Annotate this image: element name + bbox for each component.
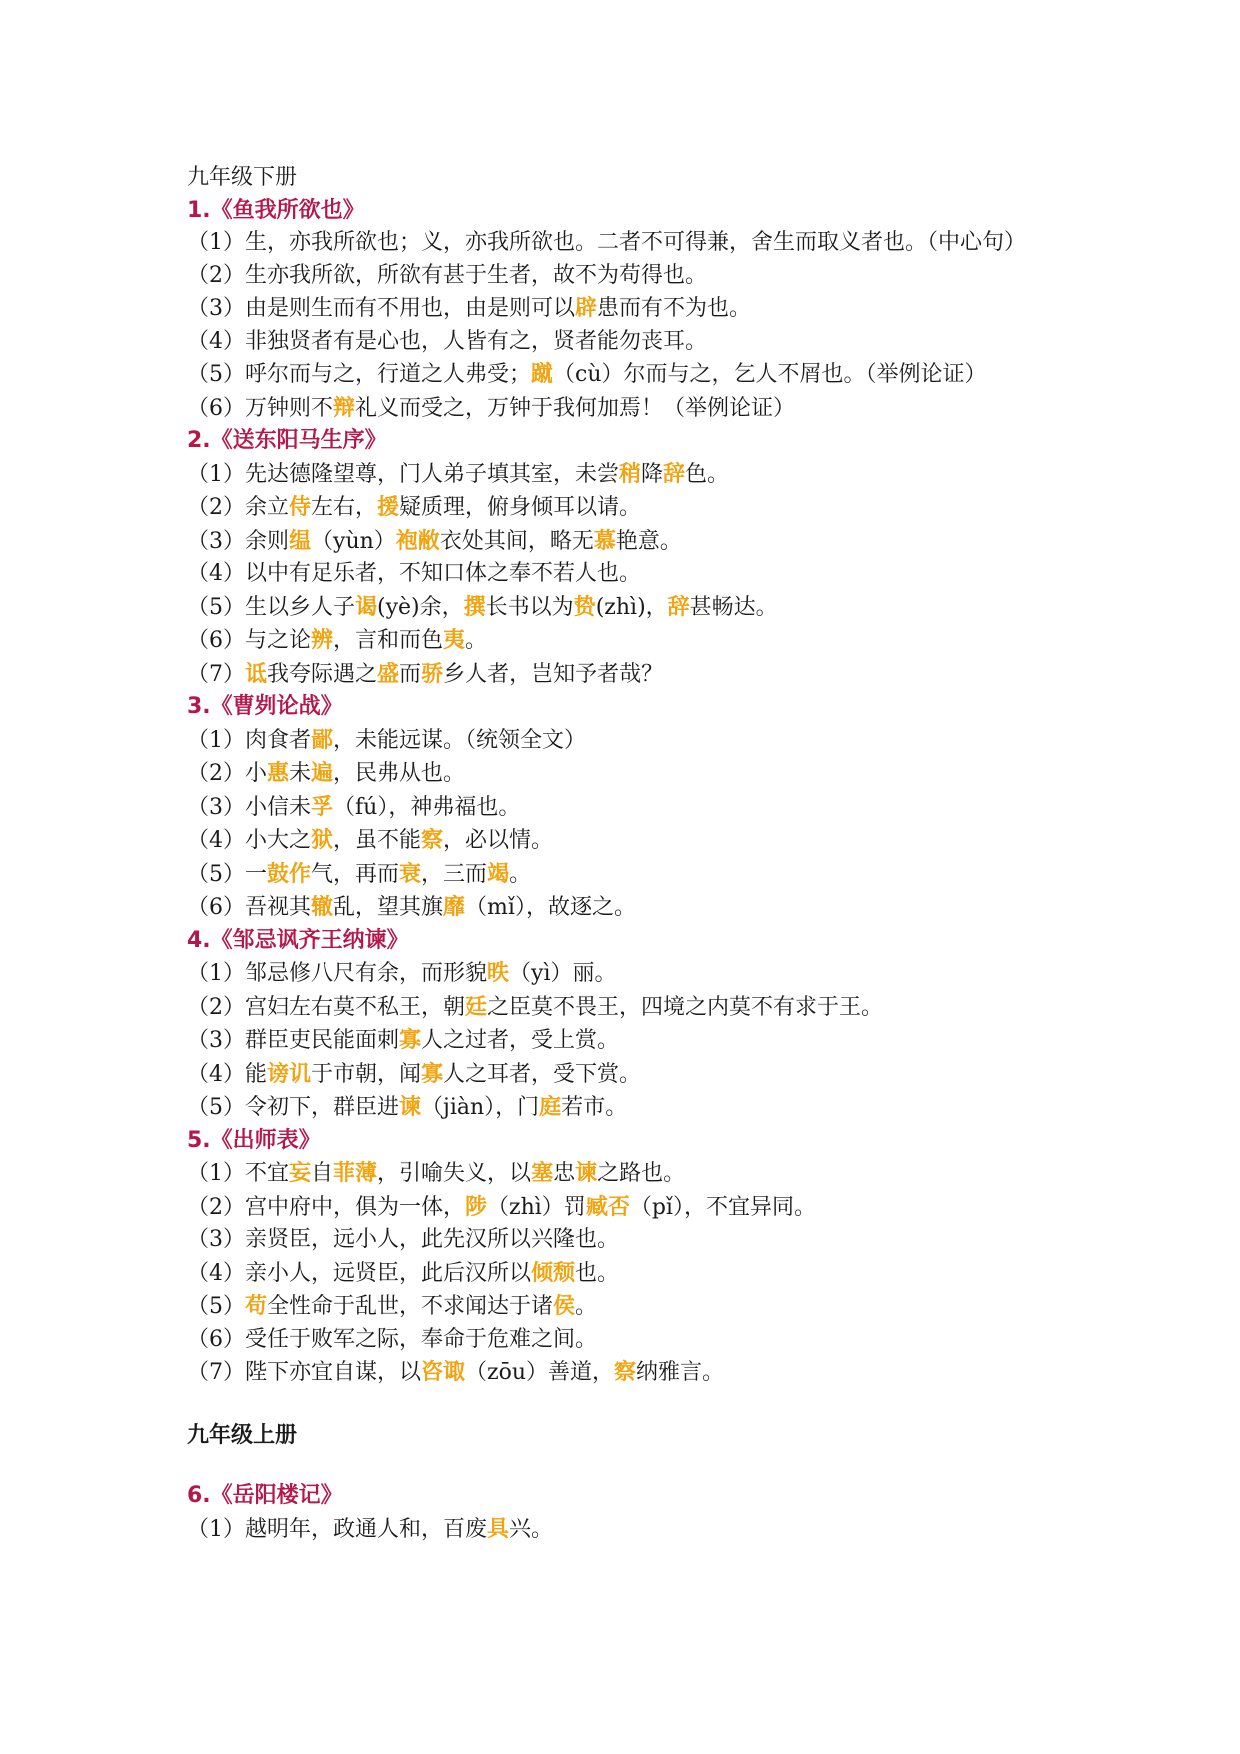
- highlighted-word: 辨: [311, 627, 334, 653]
- text-line: [187, 957, 1057, 991]
- highlighted-word: 稍: [619, 460, 642, 487]
- highlighted-word: 妄: [289, 1160, 312, 1186]
- section-title: 4.《邹忌讽齐王纳谏》: [187, 927, 409, 953]
- upper-sections: [187, 1480, 1057, 1546]
- grade-heading-upper: 九年级上册: [187, 1422, 298, 1448]
- text-line: [187, 858, 1057, 892]
- text-segment: 乱，望其旗: [333, 895, 444, 920]
- section-gap: [187, 1390, 1057, 1420]
- section-title: 2.《送东阳马生序》: [187, 428, 387, 453]
- text-segment: （3）由是则生而有不用也，由是则可以: [187, 296, 575, 321]
- highlighted-word: 辞: [663, 460, 686, 487]
- text-segment: 乡人者，岂知予者哉？: [443, 661, 664, 687]
- highlighted-word: 缊: [289, 527, 312, 554]
- text-segment: 忠: [553, 1161, 576, 1186]
- highlighted-word: 察: [421, 827, 444, 853]
- text-segment: 。: [575, 1294, 598, 1319]
- text-segment: (zhì)，: [595, 594, 668, 620]
- highlighted-word: 夷: [443, 627, 466, 653]
- highlighted-word: 具: [487, 1515, 510, 1542]
- text-segment: 艳意。: [615, 528, 682, 554]
- lower-sections: [187, 195, 1057, 1390]
- text-segment: （1）邹忌修八尺有余，而形貌: [187, 961, 487, 986]
- text-line: [187, 1224, 1057, 1257]
- text-segment: （5）一: [187, 861, 267, 887]
- highlighted-word: 鼓作: [267, 860, 312, 887]
- highlighted-word: 衰: [399, 860, 422, 887]
- text-line: [187, 591, 1057, 625]
- text-segment: （1）生，亦我所欲也；义，亦我所欲也。二者不可得兼，舍生而取义者也。（中心句）: [187, 230, 1026, 255]
- text-segment: （4）以中有足乐者，不知口体之奉不若人也。: [187, 561, 641, 586]
- highlighted-word: 骄: [421, 660, 444, 687]
- highlighted-word: 谏: [399, 1094, 422, 1120]
- text-line: [187, 824, 1057, 858]
- text-segment: ，三而: [421, 861, 488, 887]
- text-line: [187, 757, 1057, 791]
- text-segment: （3）余则: [187, 528, 289, 554]
- text-line: [187, 1058, 1057, 1092]
- text-segment: （zhì）罚: [487, 1194, 586, 1220]
- text-segment: （fú），神弗福也。: [333, 794, 521, 820]
- text-segment: （yì）丽。: [509, 961, 617, 986]
- text-segment: ，未能远谋。（统领全文）: [333, 727, 587, 753]
- highlighted-word: 咨诹: [421, 1359, 466, 1385]
- text-segment: 人之过者，受上赏。: [421, 1028, 620, 1053]
- highlighted-word: 察: [614, 1359, 637, 1385]
- highlighted-word: 蹴: [531, 361, 554, 387]
- highlighted-word: 狱: [311, 827, 334, 853]
- text-segment: （7）: [187, 661, 245, 687]
- text-line: [187, 1356, 1057, 1390]
- text-line: [187, 227, 1057, 260]
- section-title: 6.《岳阳楼记》: [187, 1483, 343, 1508]
- highlighted-word: 贽: [573, 593, 596, 620]
- text-segment: （2）余立: [187, 495, 289, 520]
- section-title: 3.《曹刿论战》: [187, 694, 343, 719]
- text-segment: （6）受任于败军之际，奉命于危难之间。: [187, 1326, 597, 1352]
- text-segment: （4）非独贤者有是心也，人皆有之，贤者能勿丧耳。: [187, 328, 707, 354]
- text-line: [187, 458, 1057, 492]
- section-title: 1.《鱼我所欲也》: [187, 197, 365, 223]
- text-line: [187, 1191, 1057, 1225]
- text-line: [187, 991, 1057, 1025]
- text-line: [187, 326, 1057, 359]
- text-segment: 降: [641, 461, 664, 487]
- highlighted-word: 惠: [267, 760, 290, 786]
- highlighted-word: 鄙: [311, 726, 334, 753]
- text-segment: 自: [311, 1161, 334, 1186]
- text-segment: （6）吾视其: [187, 895, 311, 920]
- highlighted-word: 援: [377, 494, 400, 520]
- highlighted-word: 塞: [531, 1160, 554, 1186]
- text-line: [187, 525, 1057, 559]
- text-line: [187, 724, 1057, 758]
- text-line: [187, 791, 1057, 825]
- highlighted-word: 诋: [245, 660, 268, 687]
- grade-heading-lower: 九年级下册: [187, 165, 298, 190]
- text-segment: 未: [289, 761, 312, 786]
- highlighted-word: 陟: [465, 1193, 488, 1220]
- text-segment: （2）生亦我所欲，所欲有甚于生者，故不为苟得也。: [187, 262, 707, 288]
- text-segment: 纳雅言。: [636, 1360, 725, 1385]
- text-segment: （2）宫妇左右莫不私王，朝: [187, 994, 465, 1020]
- text-segment: 而: [399, 661, 422, 687]
- text-segment: 若市。: [561, 1095, 628, 1120]
- text-segment: （3）小信未: [187, 794, 311, 820]
- text-segment: （5）呼尔而与之，行道之人弗受；: [187, 362, 531, 387]
- text-line: [187, 658, 1057, 692]
- text-segment: （pǐ），不宜异同。: [629, 1194, 816, 1220]
- text-segment: 疑质理，俯身倾耳以请。: [399, 495, 642, 520]
- text-segment: 之路也。: [597, 1161, 686, 1186]
- highlighted-word: 寡: [399, 1027, 422, 1053]
- text-segment: 人之耳者，受下赏。: [443, 1061, 642, 1087]
- highlighted-word: 盛: [377, 660, 400, 687]
- text-segment: ，民弗从也。: [333, 761, 466, 786]
- highlighted-word: 侯: [553, 1293, 576, 1319]
- text-line: [187, 1091, 1057, 1125]
- highlighted-word: 谒: [355, 593, 378, 620]
- text-segment: （6）与之论: [187, 628, 311, 653]
- highlighted-word: 袍敝: [395, 527, 440, 554]
- text-segment: 于市朝，闻: [311, 1061, 422, 1087]
- text-segment: （1）不宜: [187, 1161, 289, 1186]
- text-segment: ，必以情。: [443, 828, 554, 853]
- text-line: [187, 891, 1057, 925]
- text-line: [187, 1157, 1057, 1191]
- text-segment: 我夸际遇之: [267, 661, 378, 687]
- text-segment: （1）越明年，政通人和，百废: [187, 1516, 487, 1542]
- text-line: [187, 1513, 1057, 1547]
- text-segment: 全性命于乱世，不求闻达于诸: [267, 1294, 554, 1319]
- text-segment: （5）: [187, 1294, 245, 1319]
- text-line: [187, 1324, 1057, 1357]
- highlighted-word: 庭: [539, 1094, 562, 1120]
- text-line: [187, 1257, 1057, 1291]
- text-segment: 也。: [575, 1260, 620, 1286]
- text-segment: （zōu）善道，: [465, 1360, 615, 1385]
- highlighted-word: 撰: [463, 593, 486, 620]
- text-segment: （1）先达德隆望尊，门人弟子填其室，未尝: [187, 461, 619, 487]
- highlighted-word: 靡: [443, 894, 466, 920]
- text-line: [187, 260, 1057, 293]
- text-segment: 。: [509, 861, 532, 887]
- section-gap: [187, 1452, 1057, 1480]
- text-segment: （5）生以乡人子: [187, 594, 355, 620]
- highlighted-word: 倾颓: [531, 1259, 576, 1286]
- highlighted-word: 谤讥: [267, 1060, 312, 1087]
- text-line: [187, 1024, 1057, 1058]
- text-segment: ，引喻失义，以: [377, 1161, 532, 1186]
- highlighted-word: 菲薄: [333, 1160, 378, 1186]
- highlighted-word: 臧否: [585, 1193, 630, 1220]
- highlighted-word: 昳: [487, 960, 510, 986]
- text-segment: （4）能: [187, 1061, 267, 1087]
- text-segment: （4）亲小人，远贤臣，此后汉所以: [187, 1260, 531, 1286]
- highlighted-word: 辞: [667, 593, 690, 620]
- section-title: 5.《出师表》: [187, 1127, 321, 1153]
- highlighted-word: 廷: [465, 993, 488, 1020]
- text-segment: （3）亲贤臣，远小人，此先汉所以兴隆也。: [187, 1227, 619, 1252]
- highlighted-word: 谏: [575, 1160, 598, 1186]
- highlighted-word: 孚: [311, 793, 334, 820]
- text-segment: （2）宫中府中，俱为一体，: [187, 1194, 465, 1220]
- text-segment: （7）陛下亦宜自谋，以: [187, 1360, 421, 1385]
- text-line: [187, 292, 1057, 326]
- text-segment: 之臣莫不畏王，四境之内莫不有求于王。: [487, 994, 884, 1020]
- text-segment: （3）群臣吏民能面刺: [187, 1028, 399, 1053]
- text-line: [187, 624, 1057, 658]
- text-segment: 礼义而受之，万钟于我何加焉！（举例论证）: [355, 395, 796, 421]
- highlighted-word: 遍: [311, 760, 334, 786]
- text-segment: （5）令初下，群臣进: [187, 1095, 399, 1120]
- document-page: [187, 162, 1057, 1546]
- text-segment: （yùn）: [311, 528, 396, 554]
- text-segment: （jiàn），门: [421, 1095, 540, 1120]
- highlighted-word: 侍: [289, 494, 312, 520]
- highlighted-word: 寡: [421, 1060, 444, 1087]
- text-segment: （6）万钟则不: [187, 395, 333, 421]
- highlighted-word: 慕: [593, 527, 616, 554]
- text-segment: (yè)余，: [377, 594, 464, 620]
- text-segment: 色。: [685, 461, 730, 487]
- highlighted-word: 竭: [487, 860, 510, 887]
- highlighted-word: 辙: [311, 894, 334, 920]
- text-line: [187, 392, 1057, 426]
- text-segment: 。: [465, 628, 488, 653]
- text-line: [187, 491, 1057, 525]
- text-segment: 甚畅达。: [689, 594, 778, 620]
- text-segment: 兴。: [509, 1516, 554, 1542]
- text-line: [187, 558, 1057, 591]
- text-line: [187, 358, 1057, 392]
- text-line: [187, 1290, 1057, 1324]
- highlighted-word: 辩: [333, 394, 356, 421]
- text-segment: （mǐ），故逐之。: [465, 895, 636, 920]
- text-segment: （2）小: [187, 761, 267, 786]
- text-segment: ，虽不能: [333, 828, 422, 853]
- text-segment: （4）小大之: [187, 828, 311, 853]
- text-segment: （cù）尔而与之，乞人不屑也。（举例论证）: [553, 362, 987, 387]
- text-segment: ，言和而色: [333, 628, 444, 653]
- text-segment: 长书以为: [485, 594, 574, 620]
- highlighted-word: 苟: [245, 1293, 268, 1319]
- text-segment: 气，再而: [311, 861, 400, 887]
- text-segment: 衣处其间，略无: [439, 528, 594, 554]
- text-segment: （1）肉食者: [187, 727, 311, 753]
- text-segment: 患而有不为也。: [597, 296, 752, 321]
- highlighted-word: 辟: [575, 295, 598, 321]
- text-segment: 左右，: [311, 495, 378, 520]
